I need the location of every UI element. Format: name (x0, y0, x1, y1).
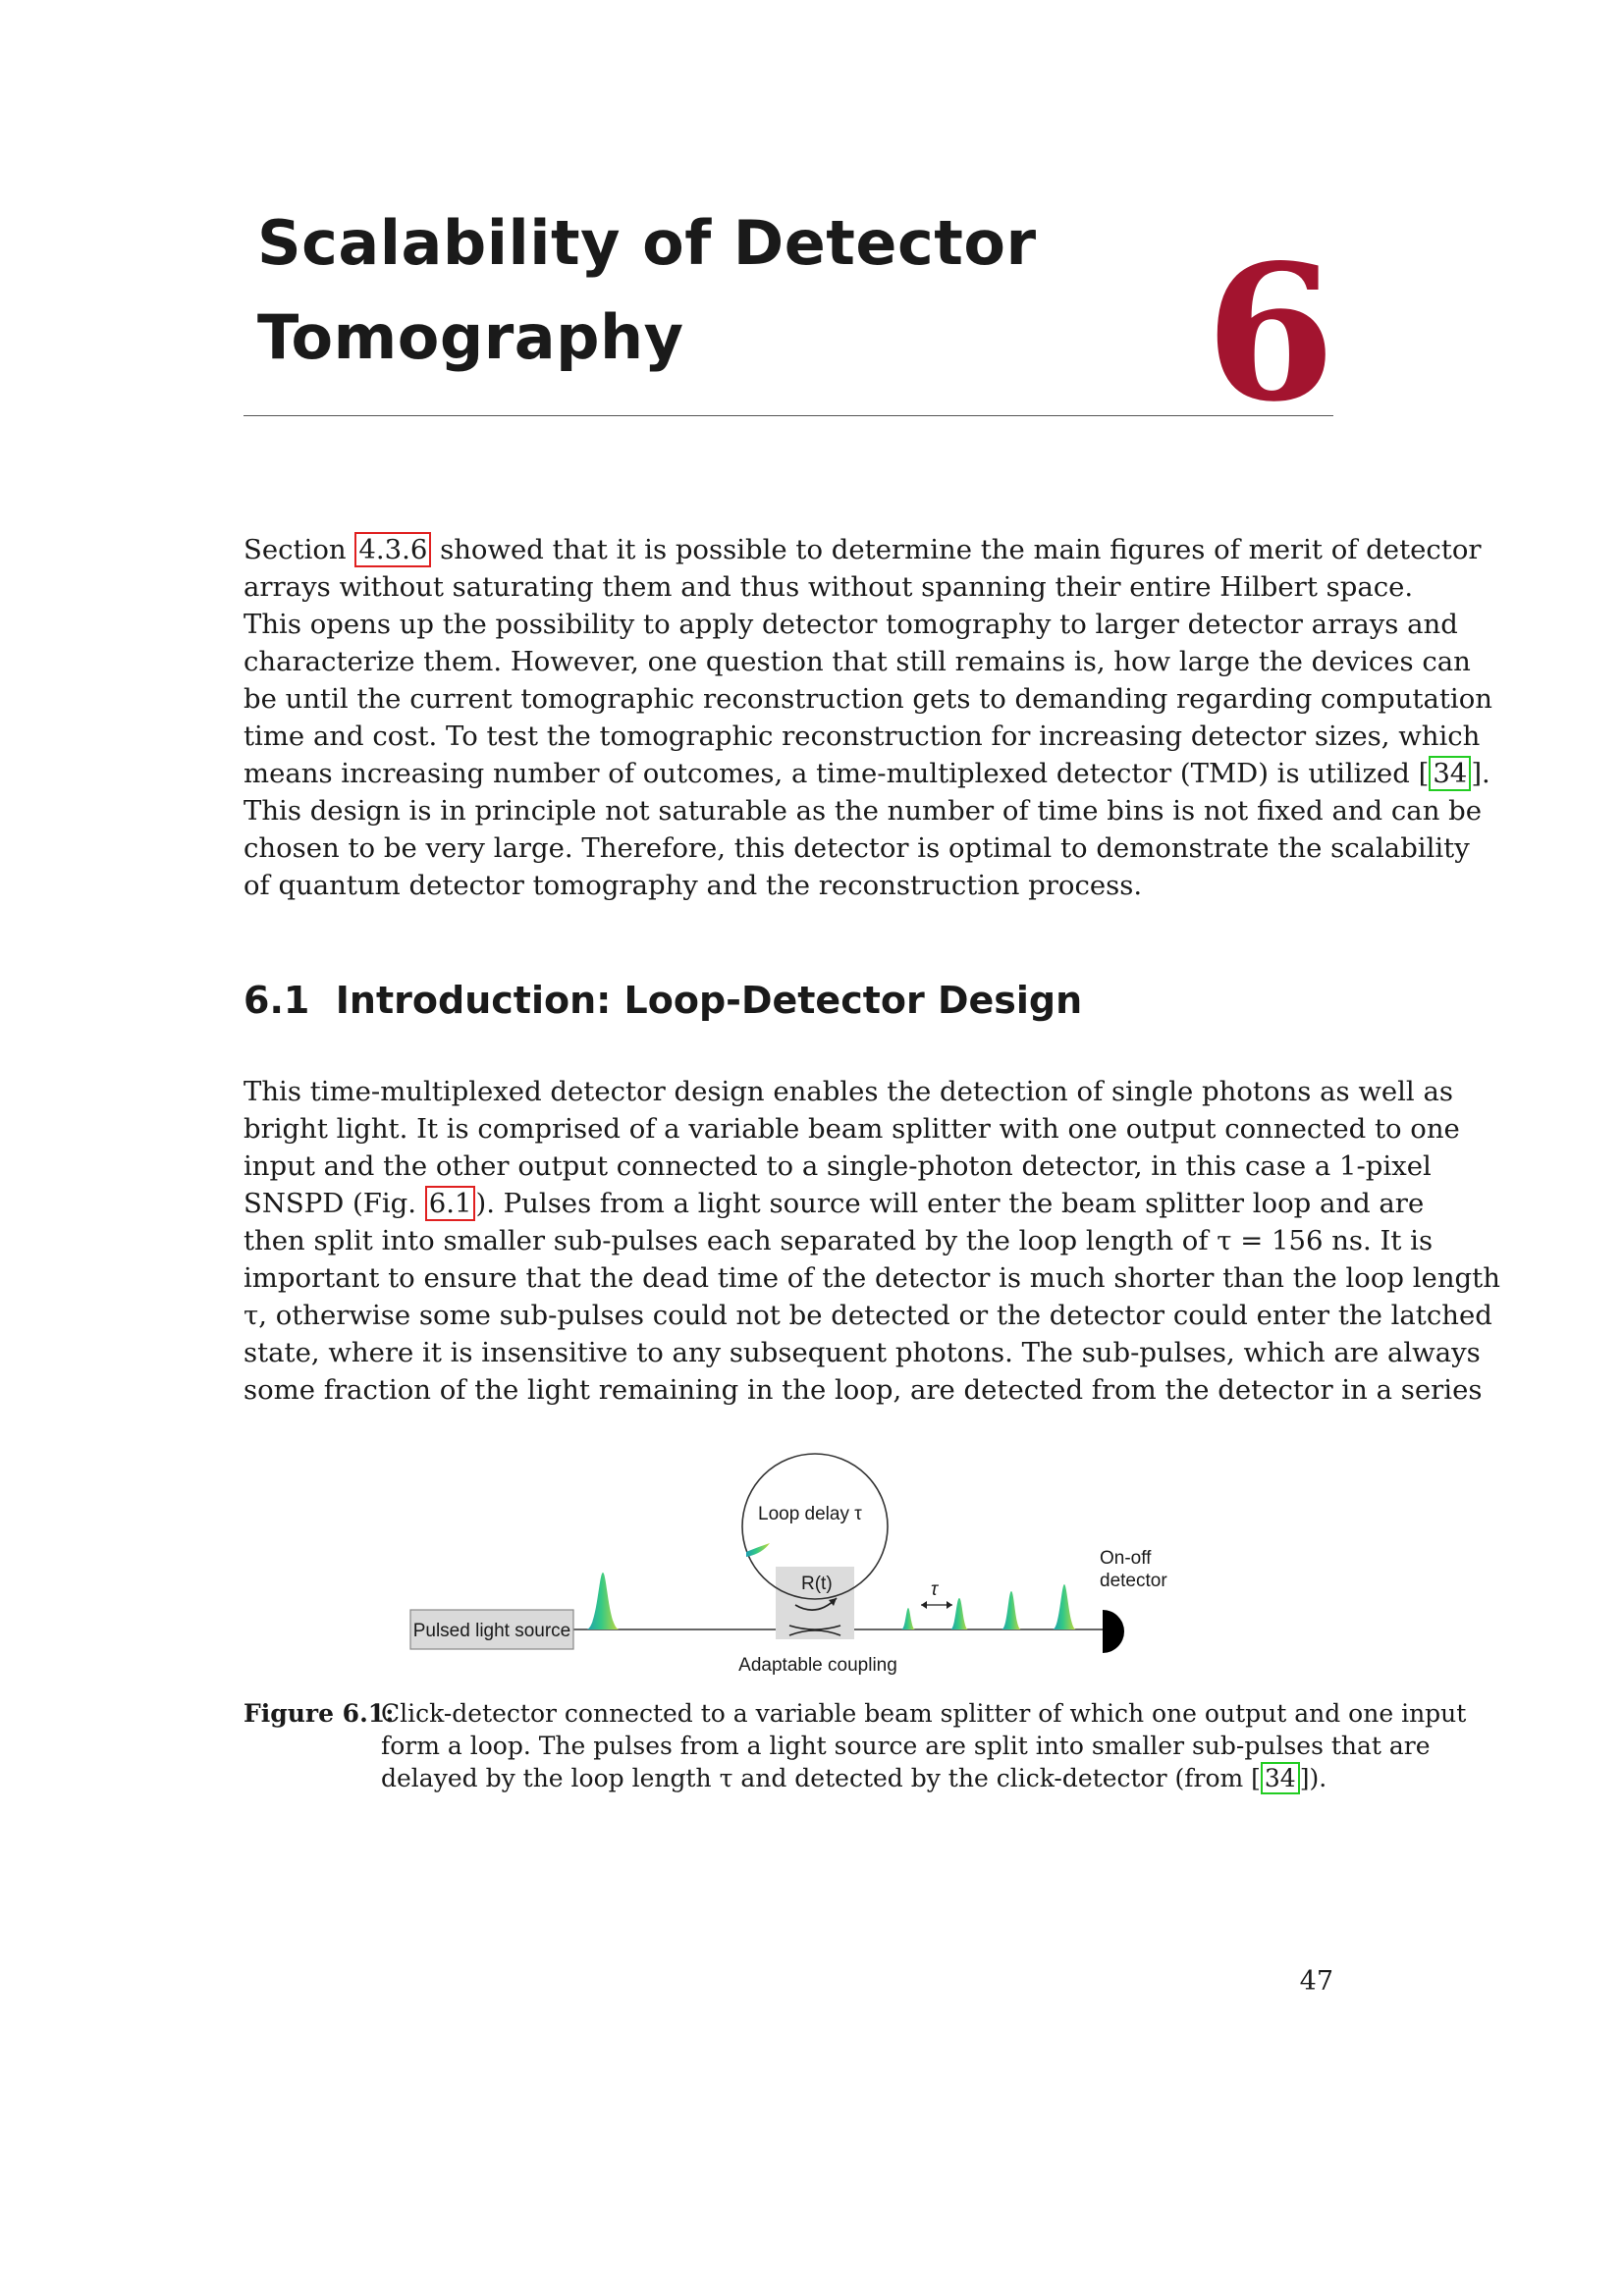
sub-pulse (950, 1598, 968, 1629)
section-link-4-3-6[interactable]: 4.3.6 (354, 532, 431, 567)
paragraph-line: This time-multiplexed detector design enables the detection of single photons as well as (244, 1076, 1453, 1107)
arrow-left-icon (921, 1601, 927, 1609)
paragraph-line: time and cost. To test the tomographic reconstruction for increasing detector sizes, which (244, 721, 1481, 752)
arrow-right-icon (947, 1601, 952, 1609)
detector-label-line-2: detector (1100, 1571, 1167, 1591)
paragraph-line: input and the other output connected to a single-photon detector, in this case a 1-pixel (244, 1150, 1432, 1182)
paragraph-line: means increasing number of outcomes, a time-multiplexed detector (TMD) is utilized [ 34 ]. (244, 758, 1490, 789)
chapter-number: 6 (1205, 224, 1335, 443)
detector-label-line-1: On-off (1100, 1548, 1152, 1569)
chapter-rule (244, 415, 1333, 416)
tau-label: τ (931, 1579, 939, 1600)
paragraph-line: be until the current tomographic reconstruction gets to demanding regarding computation (244, 683, 1492, 715)
citation-link-34[interactable]: 34 (1261, 1762, 1300, 1794)
caption-line: Click-detector connected to a variable beam splitter of which one output and one input (381, 1699, 1467, 1728)
paragraph-line: bright light. It is comprised of a variable beam splitter with one output connected to one (244, 1113, 1460, 1145)
paragraph-line: This design is in principle not saturable as the number of time bins is not fixed and can be (244, 795, 1483, 827)
caption-line: form a loop. The pulses from a light source are split into smaller sub-pulses that are (381, 1732, 1431, 1760)
section-paragraph (244, 1073, 1500, 1409)
rotation-label: R(t) (801, 1574, 833, 1594)
paragraph-line: Section 4.3.6 showed that it is possible to determine the main figures of merit of detector (244, 534, 1482, 565)
chapter-title (257, 196, 1141, 385)
light-source-label: Pulsed light source (412, 1621, 571, 1641)
sub-pulse (1053, 1584, 1076, 1629)
loop-detector-figure (393, 1453, 1178, 1688)
citation-link-34[interactable]: 34 (1429, 756, 1471, 791)
paragraph-line: τ, otherwise some sub-pulses could not be detected or the detector could enter the latched (244, 1300, 1492, 1331)
page-number: 47 (1299, 1966, 1333, 1997)
sub-pulse (901, 1608, 915, 1629)
paragraph-line: important to ensure that the dead time of the detector is much shorter than the loop length (244, 1262, 1500, 1294)
paragraph-line: arrays without saturating them and thus without spanning their entire Hilbert space. (244, 571, 1414, 603)
intro-paragraph (244, 531, 1492, 904)
paragraph-line: state, where it is insensitive to any subsequent photons. The sub-pulses, which are always (244, 1337, 1481, 1368)
chapter-title-line-1: Scalability of Detector (257, 207, 1037, 279)
source-pulse (586, 1573, 620, 1629)
caption-line: delayed by the loop length τ and detected by the click-detector (from [ 34 ]). (381, 1764, 1327, 1792)
paragraph-line: chosen to be very large. Therefore, this detector is optimal to demonstrate the scalability (244, 832, 1470, 864)
paragraph-line: characterize them. However, one question that still remains is, how large the devices can (244, 646, 1471, 677)
figure-link-6-1[interactable]: 6.1 (425, 1186, 476, 1221)
paragraph-line: SNSPD (Fig. 6.1 ). Pulses from a light source will enter the beam splitter loop and are (244, 1188, 1425, 1219)
section-number: 6.1 (244, 979, 310, 1022)
chapter-title-line-2: Tomography (257, 301, 684, 373)
caption-label: Figure 6.1: (244, 1699, 395, 1728)
coupling-label: Adaptable coupling (738, 1655, 897, 1676)
caption-text (381, 1697, 1467, 1794)
sub-pulse (1001, 1591, 1021, 1629)
paragraph-line: then split into smaller sub-pulses each separated by the loop length of τ = 156 ns. It is (244, 1225, 1434, 1256)
section-title: Introduction: Loop-Detector Design (335, 979, 1083, 1022)
loop-delay-label: Loop delay τ (758, 1504, 862, 1524)
loop-pulse (746, 1543, 770, 1557)
paragraph-line: of quantum detector tomography and the reconstruction process. (244, 870, 1143, 901)
section-heading (244, 977, 1333, 1024)
paragraph-line: some fraction of the light remaining in the loop, are detected from the detector in a series (244, 1374, 1483, 1406)
paragraph-line: This opens up the possibility to apply detector tomography to larger detector arrays and (244, 609, 1458, 640)
detector-icon (1103, 1610, 1124, 1653)
